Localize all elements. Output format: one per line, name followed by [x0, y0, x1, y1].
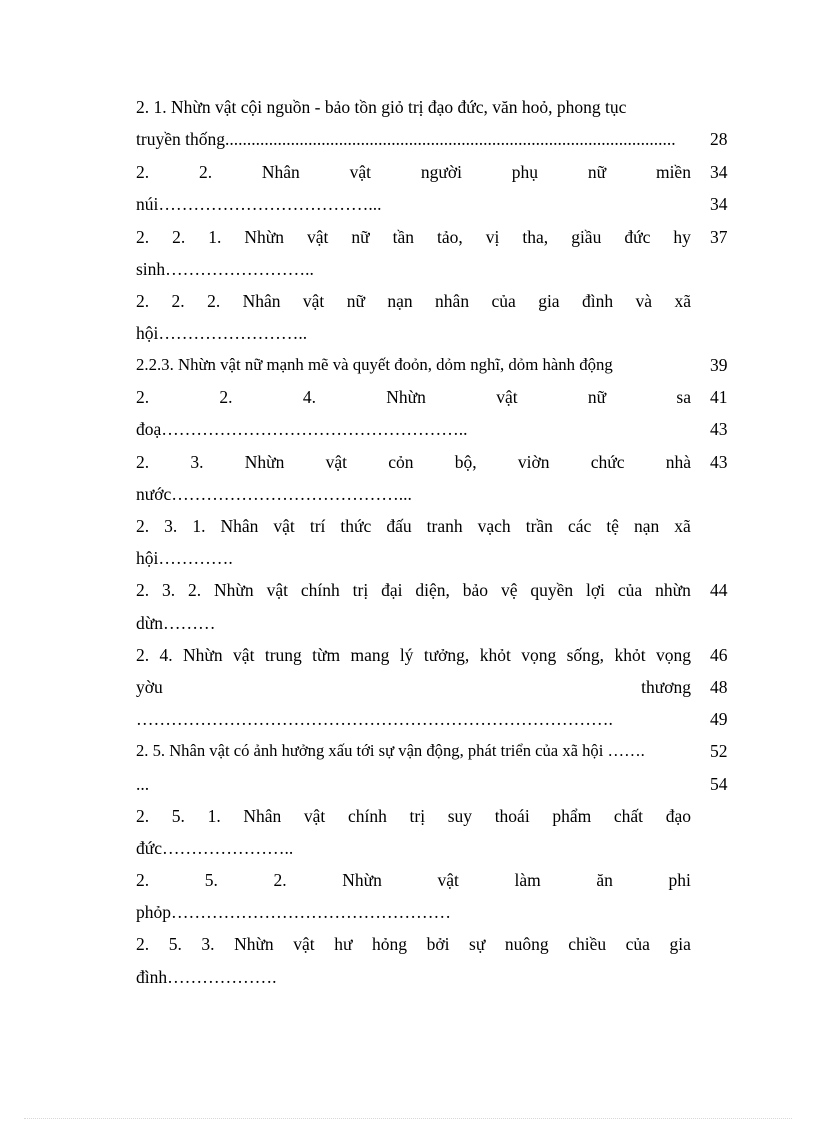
toc-entry-2-5-1: 2. 5. 1. Nhân vật chính trị suy thoái phẩm chất đạo	[136, 806, 691, 826]
toc-entry-2-2-1-cont: sinh……………………..	[136, 259, 314, 279]
toc-entry-2-2-4-cont: đoạ……………………………………………..	[136, 419, 468, 439]
toc-entry-2-1-cont: truyền thống.......................................................................................................	[136, 129, 676, 149]
toc-entry-2-4-cont: yờu thương	[136, 677, 691, 697]
page-number: 34	[710, 162, 728, 182]
toc-entry-2-5-2-cont: phỏp…………………………………………	[136, 902, 451, 922]
toc-entry-2-4-cont2: ……………………………………………………………………….	[136, 709, 613, 729]
page-number: 49	[710, 709, 728, 729]
page-number: 54	[710, 774, 728, 794]
toc-entry-2-4: 2. 4. Nhừn vật trung từm mang lý tưởng, khỏt vọng sống, khỏt vọng	[136, 645, 691, 665]
toc-entry-2-2-3: 2.2.3. Nhừn vật nữ mạnh mẽ và quyết đoỏn, dỏm nghĩ, dỏm hành động	[136, 355, 613, 374]
toc-entry-2-5: 2. 5. Nhân vật có ảnh hưởng xấu tới sự vận động, phát triển của xã hội …….	[136, 741, 645, 760]
toc-entry-2-5-cont: ...	[136, 774, 150, 794]
toc-entry-2-2-cont: núi………………………………...	[136, 194, 382, 214]
toc-entry-2-1: 2. 1. Nhừn vật cội nguồn - bảo tồn giỏ trị đạo đức, văn hoỏ, phong tục	[136, 97, 627, 117]
page-number: 44	[710, 580, 728, 600]
page-number: 39	[710, 355, 728, 375]
toc-entry-2-5-3: 2. 5. 3. Nhừn vật hư hỏng bởi sự nuông chiều của gia	[136, 934, 691, 954]
toc-entry-2-2-2-cont: hội……………………..	[136, 323, 308, 343]
page-number: 46	[710, 645, 728, 665]
page-bottom-divider	[24, 1118, 792, 1119]
toc-entry-2-3-2-cont: dừn………	[136, 613, 216, 633]
toc-entry-2-2-2: 2. 2. 2. Nhân vật nữ nạn nhân của gia đình và xã	[136, 291, 691, 311]
toc-entry-2-5-1-cont: đức…………………..	[136, 838, 294, 858]
page-number: 52	[710, 741, 728, 761]
toc-entry-2-3-1-cont: hội………….	[136, 548, 233, 568]
page-number: 48	[710, 677, 728, 697]
page-number: 37	[710, 227, 728, 247]
toc-entry-2-5-2: 2. 5. 2. Nhừn vật làm ăn phi	[136, 870, 691, 890]
toc-entry-2-3: 2. 3. Nhừn vật cỏn bộ, viờn chức nhà	[136, 452, 691, 472]
page-number: 34	[710, 194, 728, 214]
toc-entry-2-2: 2. 2. Nhân vật người phụ nữ miền	[136, 162, 691, 182]
page-number: 41	[710, 387, 728, 407]
page-number: 28	[710, 129, 728, 149]
toc-entry-2-2-1: 2. 2. 1. Nhừn vật nữ tần tảo, vị tha, giầu đức hy	[136, 227, 691, 247]
toc-entry-2-3-2: 2. 3. 2. Nhừn vật chính trị đại diện, bảo vệ quyền lợi của nhừn	[136, 580, 691, 600]
toc-entry-2-3-1: 2. 3. 1. Nhân vật trí thức đấu tranh vạch trần các tệ nạn xã	[136, 516, 691, 536]
toc-entry-2-5-3-cont: đình……………….	[136, 967, 277, 987]
page-number: 43	[710, 452, 728, 472]
toc-entry-2-3-cont: nước…………………………………...	[136, 484, 412, 504]
page-number: 43	[710, 419, 728, 439]
toc-entry-2-2-4: 2. 2. 4. Nhừn vật nữ sa	[136, 387, 691, 407]
